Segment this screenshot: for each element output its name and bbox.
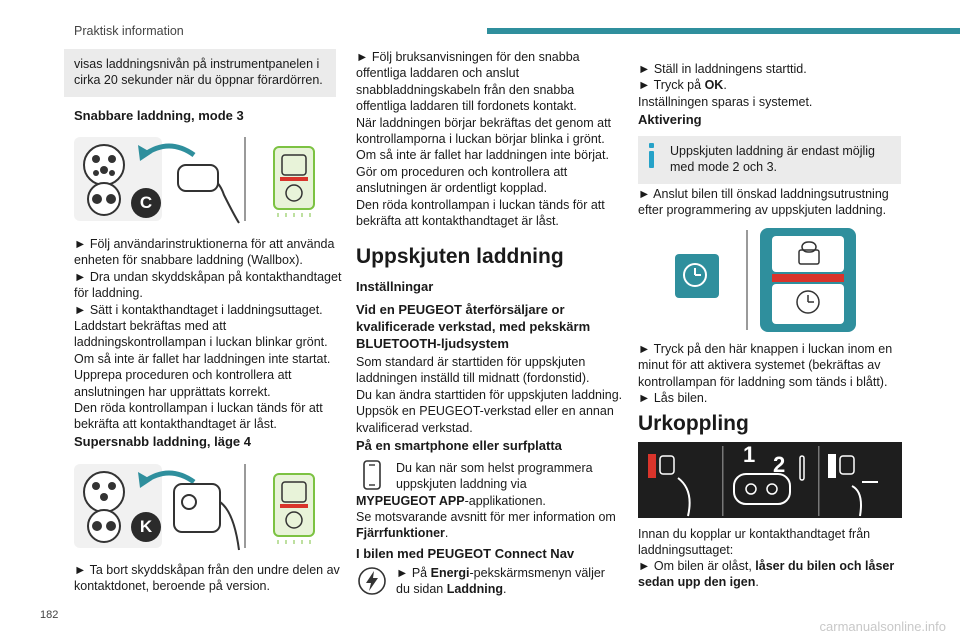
- info-text: Uppskjuten laddning är endast möjlig med mode 2 och 3.: [670, 144, 875, 175]
- press-step: ► Tryck på den här knappen i luckan inom en minut för att aktivera systemet (bekräftas av kontrollampan för laddning som tänds i blått).: [638, 342, 893, 389]
- mode3-step: Laddstart bekräftas med att laddningskontrollampan i luckan blinkar grönt.: [74, 319, 328, 350]
- smartphone-app-line: [356, 493, 624, 509]
- public-charger-steps: [356, 49, 624, 229]
- unplug-illustration: [638, 442, 902, 518]
- settings-step: Inställningen sparas i systemet.: [638, 94, 813, 109]
- unplug-key-icon: [638, 442, 902, 518]
- mode3-step: Den röda kontrollampan i luckan tänds för att bekräfta att kontakthandtaget är låst.: [74, 401, 323, 432]
- info-box: [638, 136, 901, 184]
- unplug-intro: Innan du kopplar ur kontakthandtaget från laddningsuttaget:: [638, 527, 871, 558]
- mode4-step: ► Ta bort skyddskåpan från den undre delen av kontaktdonet, beroende på version.: [74, 563, 340, 594]
- mode4-badge: K: [131, 512, 161, 542]
- ok-label: OK: [704, 78, 724, 93]
- heading-settings: Inställningar: [356, 279, 434, 294]
- mode3-steps: [74, 236, 342, 433]
- mode3-step: ► Följ användarinstruktionerna för att använda enheten för snabbare laddning (Wallbox).: [74, 237, 335, 268]
- app-suffix: -applikationen.: [464, 494, 546, 508]
- unplug-post: .: [755, 575, 759, 590]
- mode3-badge: C: [131, 188, 161, 218]
- heading-dealer: Vid en PEUGEOT återförsäljare or kvalificerade verkstad, med pekskärm BLUETOOTH-ljudsystem: [356, 302, 591, 351]
- unplug-step: [638, 558, 906, 591]
- heading-unplug: Urkoppling: [638, 412, 749, 435]
- settings-step-ok: [638, 77, 906, 93]
- unplug-pre: ► Om bilen är olåst,: [638, 559, 756, 573]
- remote-functions: Fjärrfunktioner: [356, 526, 445, 541]
- smartphone-text: [396, 460, 618, 493]
- activation-illustration: [672, 228, 862, 332]
- info-icon: [649, 143, 654, 169]
- energy-label: Energi: [430, 566, 470, 580]
- public-charger-step: När laddningen börjar bekräftas det genom att kontrollamporna i luckan börjar blinka i grönt.: [356, 115, 612, 147]
- dealer-text: [356, 354, 624, 436]
- press-step: ► Lås bilen.: [638, 391, 708, 406]
- more-post: .: [444, 526, 449, 541]
- connect-mid: -pekskärmsmenyn väljer du sidan: [396, 566, 605, 597]
- connect-text: [396, 565, 618, 598]
- public-charger-step: ► Följ bruksanvisningen för den snabba offentliga laddaren och anslut snabbladdningskabeln från den snabba offentliga laddaren till fordonets kontakt.: [356, 50, 580, 114]
- heading-activation: Aktivering: [638, 112, 702, 127]
- energy-icon: [356, 565, 388, 597]
- activation-step: ► Anslut bilen till önskad laddningsutrustning efter programmering av uppskjuten laddning.: [638, 187, 889, 218]
- dealer-line: Som standard är starttiden för uppskjuten laddningen inställd till midnatt (fordonstid).: [356, 355, 590, 386]
- mode3-step: ► Sätt i kontakthandtaget i laddningsuttaget.: [74, 302, 323, 317]
- mode3-panel-icon: [268, 145, 320, 217]
- info-note: visas laddningsnivån på instrumentpanelen i cirka 20 sekunder när du öppnar förardörren.: [64, 49, 336, 97]
- mode4-panel-icon: [268, 472, 320, 544]
- settings-step: ► Ställ in laddningens starttid.: [638, 62, 807, 76]
- watermark: carmanualsonline.info: [819, 619, 946, 634]
- press-label: ► Tryck på: [638, 78, 705, 93]
- heading-smartphone: På en smartphone eller surfplatta: [356, 438, 562, 453]
- settings-steps: [638, 61, 906, 110]
- smartphone-more: [356, 509, 624, 542]
- smartphone-text-pre: Du kan när som helst programmera uppskjuten laddning via: [396, 461, 593, 492]
- public-charger-step: Om så inte är fallet har laddningen inte börjat. Gör om proceduren och kontrollera att anslutningen är ordentligt kopplad.: [356, 148, 609, 196]
- page-number: 182: [40, 609, 59, 621]
- header-accent-bar: [487, 28, 960, 34]
- unplug-bold: låser du bilen och låser sedan upp den igen: [638, 559, 895, 590]
- heading-mode3: Snabbare laddning, mode 3: [74, 108, 244, 123]
- unplug-step-2: 2: [773, 452, 786, 477]
- heading-delayed-charging: Uppskjuten laddning: [356, 245, 564, 268]
- press-steps: [638, 341, 906, 407]
- more-pre: Se motsvarande avsnitt för mer information om: [356, 510, 616, 524]
- app-name: MYPEUGEOT APP: [356, 494, 465, 508]
- connect-post: .: [502, 582, 507, 597]
- heading-connect-nav: I bilen med PEUGEOT Connect Nav: [356, 546, 575, 561]
- smartphone-icon: [358, 459, 386, 491]
- mode3-step: Om så inte är fallet har laddningen inte startat. Upprepa proceduren och kontrollera att anslutningen har upprättats korrekt.: [74, 351, 331, 399]
- heading-mode4: Supersnabb laddning, läge 4: [74, 434, 251, 449]
- public-charger-step: Den röda kontrollampan i luckan tänds för att bekräfta att kontakthandtaget är låst.: [356, 197, 605, 229]
- dealer-line: Du kan ändra starttiden för uppskjuten laddning. Uppsök en PEUGEOT-verkstad eller en annan kvalificerad verkstad.: [356, 387, 623, 435]
- ok-after: .: [723, 78, 727, 93]
- mode3-step: ► Dra undan skyddskåpan på kontakthandtaget för laddning.: [74, 269, 342, 301]
- connect-pre: ► På: [396, 566, 431, 580]
- unplug-step-1: 1: [743, 442, 756, 467]
- charge-label: Laddning: [446, 582, 503, 597]
- page-header-title: Praktisk information: [74, 24, 184, 38]
